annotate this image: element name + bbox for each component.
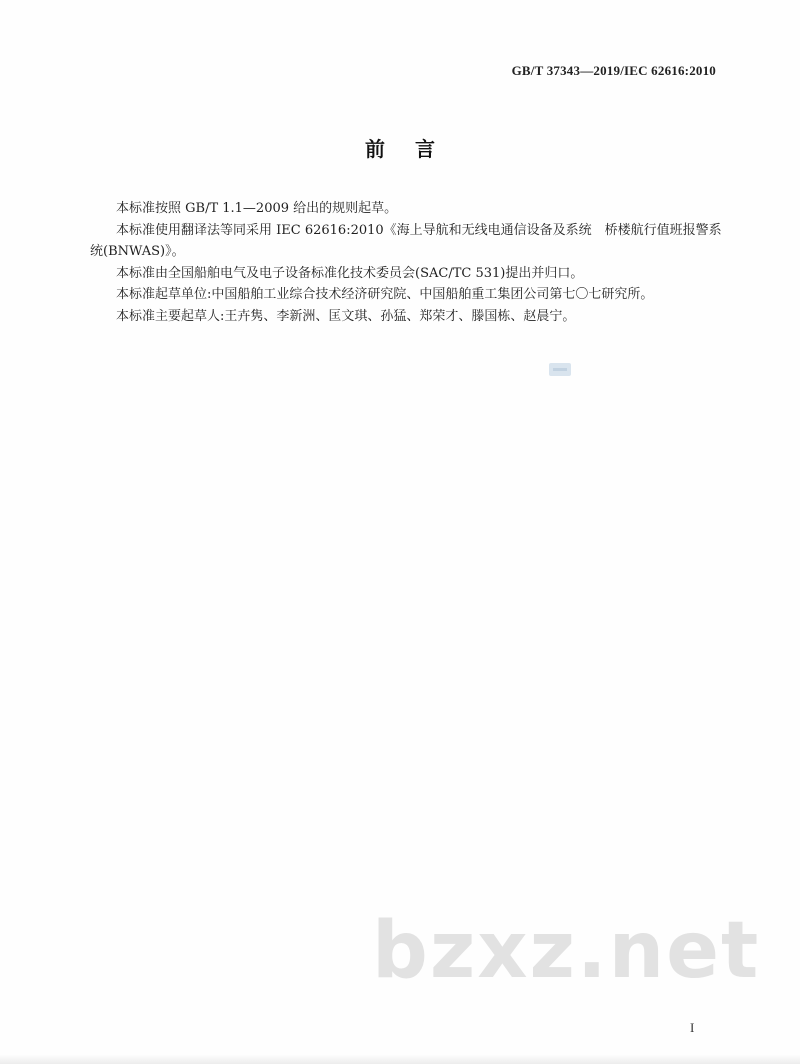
- paragraph-drafters: 本标准主要起草人:王卉隽、李新洲、匡文琪、孙猛、郑荣才、滕国栋、赵晨宁。: [116, 308, 576, 324]
- title-char-2: 言: [415, 137, 435, 161]
- page-number: I: [690, 1020, 695, 1035]
- foreword-title: [0, 133, 800, 162]
- faint-stamp-icon: [549, 363, 571, 376]
- page-bottom-edge: [0, 1054, 800, 1064]
- title-char-1: 前: [365, 137, 385, 161]
- paragraph-adoption: 本标准使用翻译法等同采用 IEC 62616:2010《海上导航和无线电通信设备及系统 桥楼航行值班报警系统(BNWAS)》。: [90, 222, 722, 259]
- standard-code-header: GB/T 37343—2019/IEC 62616:2010: [511, 63, 716, 78]
- paragraph-drafting-rules: 本标准按照 GB/T 1.1—2009 给出的规则起草。: [116, 201, 398, 216]
- paragraph-committee: 本标准由全国船舶电气及电子设备标准化技术委员会(SAC/TC 531)提出并归口。: [116, 265, 584, 281]
- foreword-body: [90, 198, 730, 327]
- site-watermark: bzxz.net: [372, 906, 761, 996]
- paragraph-drafting-units: 本标准起草单位:中国船舶工业综合技术经济研究院、中国船舶重工集团公司第七〇七研究所。: [116, 287, 654, 302]
